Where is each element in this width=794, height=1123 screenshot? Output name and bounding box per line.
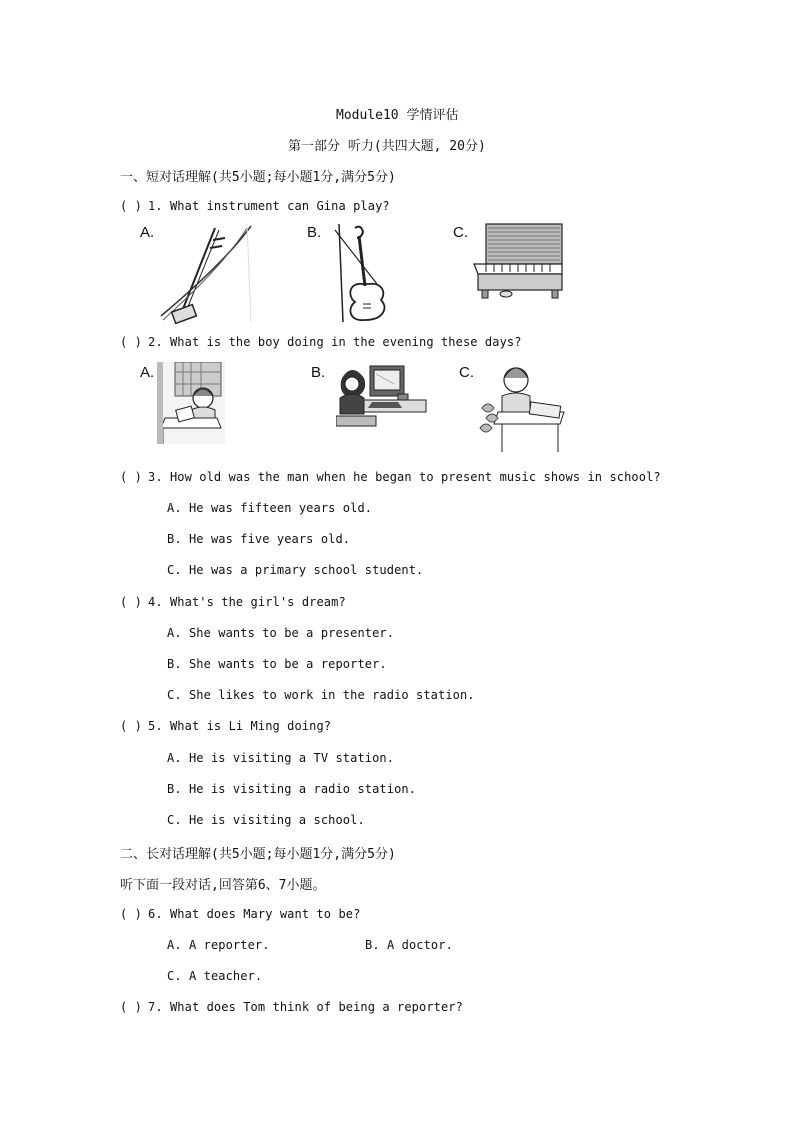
q3-option-b: B. He was five years old. [167, 532, 351, 546]
q2-option-c-label: C. [459, 364, 474, 381]
boy-drawing-image[interactable] [478, 362, 566, 452]
question-7: 7. What does Tom think of being a reporter? [148, 1000, 463, 1014]
q5-option-b: B. He is visiting a radio station. [167, 782, 417, 796]
answer-bracket-6[interactable]: ( ) [120, 907, 142, 921]
answer-bracket-5[interactable]: ( ) [120, 719, 142, 733]
listening-instruction: 听下面一段对话,回答第6、7小题。 [120, 878, 326, 893]
q5-option-c: C. He is visiting a school. [167, 813, 365, 827]
q2-option-a-label: A. [140, 364, 155, 381]
q6-option-b: B. A doctor. [365, 938, 453, 952]
q4-option-b: B. She wants to be a reporter. [167, 657, 387, 671]
answer-bracket-4[interactable]: ( ) [120, 595, 142, 609]
question-3: 3. How old was the man when he began to present music shows in school? [148, 470, 661, 484]
question-2: 2. What is the boy doing in the evening these days? [148, 335, 522, 349]
q1-option-a-label: A. [140, 224, 155, 241]
q6-option-c: C. A teacher. [167, 969, 263, 983]
question-5: 5. What is Li Ming doing? [148, 719, 332, 733]
page-title: Module10 学情评估 [336, 108, 459, 123]
piano-image[interactable] [472, 222, 568, 300]
q2-option-b-label: B. [311, 364, 326, 381]
section-heading-1: 一、短对话理解(共5小题;每小题1分,满分5分) [120, 170, 396, 185]
q5-option-a: A. He is visiting a TV station. [167, 751, 395, 765]
part-heading: 第一部分 听力(共四大题, 20分) [288, 139, 486, 154]
violin-image[interactable] [325, 222, 395, 324]
q3-option-a: A. He was fifteen years old. [167, 501, 373, 515]
boy-computer-image[interactable] [336, 364, 428, 428]
q3-option-c: C. He was a primary school student. [167, 563, 424, 577]
question-4: 4. What's the girl's dream? [148, 595, 346, 609]
section-heading-2: 二、长对话理解(共5小题;每小题1分,满分5分) [120, 847, 396, 862]
q4-option-c: C. She likes to work in the radio station. [167, 688, 475, 702]
q1-option-b-label: B. [307, 224, 322, 241]
q4-option-a: A. She wants to be a presenter. [167, 626, 395, 640]
question-6: 6. What does Mary want to be? [148, 907, 361, 921]
answer-bracket-2[interactable]: ( ) [120, 335, 142, 349]
q1-option-c-label: C. [453, 224, 468, 241]
answer-bracket-7[interactable]: ( ) [120, 1000, 142, 1014]
boy-reading-image[interactable] [157, 362, 225, 444]
q6-option-a: A. A reporter. [167, 938, 270, 952]
erhu-image[interactable] [155, 222, 255, 324]
question-1: 1. What instrument can Gina play? [148, 199, 390, 213]
answer-bracket-3[interactable]: ( ) [120, 470, 142, 484]
answer-bracket-1[interactable]: ( ) [120, 199, 142, 213]
